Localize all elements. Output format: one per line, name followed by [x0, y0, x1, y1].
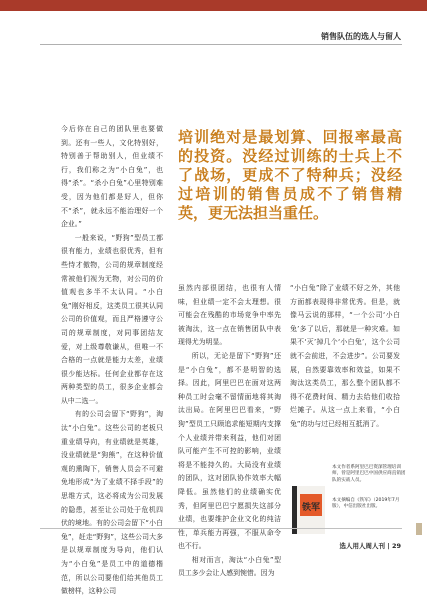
author-note: 本文作者系阿里巴巴资深管理培训师，曾是阿里巴巴中国供应商直销团队的实战人员。 — [332, 465, 406, 483]
book-title: 铁军 — [301, 503, 321, 513]
footer-divider — [40, 528, 402, 529]
book-source-note: 本文摘编自《铁军》（2019年7月版），中信出版社出版。 — [332, 498, 400, 510]
header-divider — [40, 44, 402, 45]
right-paragraph: “小白兔”除了业绩不好之外，其他方面都表现得非常优秀。但是，就像马云说的那样，“一个公司‘小白兔’多了以后，那就是一种灾难。如果不‘灭’掉几个‘小白兔’，这个公司就不会前进，不会进步”。公司要发展，自然要靠效率和效益，如果不淘汰这类员工，那么整个团队都不得不花费时间、精力去给他们收拾烂摊子。从这一点上来看，“小白兔”的功与过已经相互抵消了。 — [290, 284, 400, 428]
pull-quote: 培训绝对是最划算、回报率最高的投资。没经过训练的士兵上不了战场，更成不了特种兵；没经过培训的销售员成不了销售精英，更无法担当重任。 — [178, 128, 402, 222]
left-paragraph: 今后你在自己的团队里也要做到。还有一些人，文化特别好，特别善于帮助别人，但业绩不行，我们称之为“小白兔”，也得“杀”。“杀小白兔”心里特别难受，因为他们都是好人，但你不“杀”，就永远不能治理好一个企业。” — [61, 125, 163, 229]
footer-tab-marker — [416, 523, 422, 535]
left-paragraph: 有的公司会留下“野狗”，淘汰“小白兔”。这些公司的老板只重业绩导向，有业绩就是英雄，没业绩就是“狗熊”，在这种价值观的熏陶下，销售人员会不可避免地形成“为了业绩不择手段”的思维方式，这必将成为公司发展的隐患，甚至让公司处于危机四伏的境地。有的公司会留下“小白兔”，赶走“野狗”，这些公司大多是以规章制度为导向，他们认为“小白兔”是员工中的道德楷范，所以公司要他们给其他员工做榜样，这种公司 — [61, 410, 163, 596]
left-paragraph: 一般来说，“野狗”型员工都很有能力，业绩也很优秀，但有些恃才傲物，公司的规章制度经常被他们视为无物，对公司的价值观也多半不太认同。“小白兔”刚好相反，这类员工很其认同公司的价值观，而且严格遵守公司的规章制度，对同事团结友爱，对上级尊敬谦从，但唯一不合格的一点就是能力太差，业绩很少能达标。任何企业都存在这两种类型的员工，很多企业都会从中二选一。 — [61, 233, 163, 405]
top-accent-bar — [0, 0, 427, 11]
section-header: 销售队伍的选人与留人 — [321, 32, 401, 41]
middle-paragraph: 所以，无论是留下“野狗”还是“小白兔”，都不是明智的选择。因此，阿里巴巴在面对这两种员工时会毫不留情面地将其淘汰出局。在阿里巴巴看来，“野狗”型员工只顾追求能短期内支撑个人业绩并带来利益，他们对团队可能产生不可控的影响，业绩将是不能持久的。大局没有业绩的团队，这对团队协作效率大幅降低。虽然他们的业绩确实优秀，但阿里巴巴宁愿损失这部分业绩，也要维护企业文化的纯洁性，单兵能力再强，不服从命令也不行。 — [178, 351, 281, 551]
middle-column — [178, 282, 281, 581]
middle-paragraph: 虽然内部很团结，也很有人情味，但业绩一定不会太理想。很可能会在残酷的市场竞争中率先被淘汰，这一点在销售团队中表现得尤为明显。 — [178, 284, 281, 347]
right-column — [290, 282, 400, 432]
book-cover-image — [292, 486, 325, 534]
middle-paragraph: 相对而言，淘汰“小白兔”型员工多少会让人感到惋惜。因为 — [178, 555, 281, 578]
page-footer: 选人用人周人刊 | 29 — [339, 542, 401, 550]
